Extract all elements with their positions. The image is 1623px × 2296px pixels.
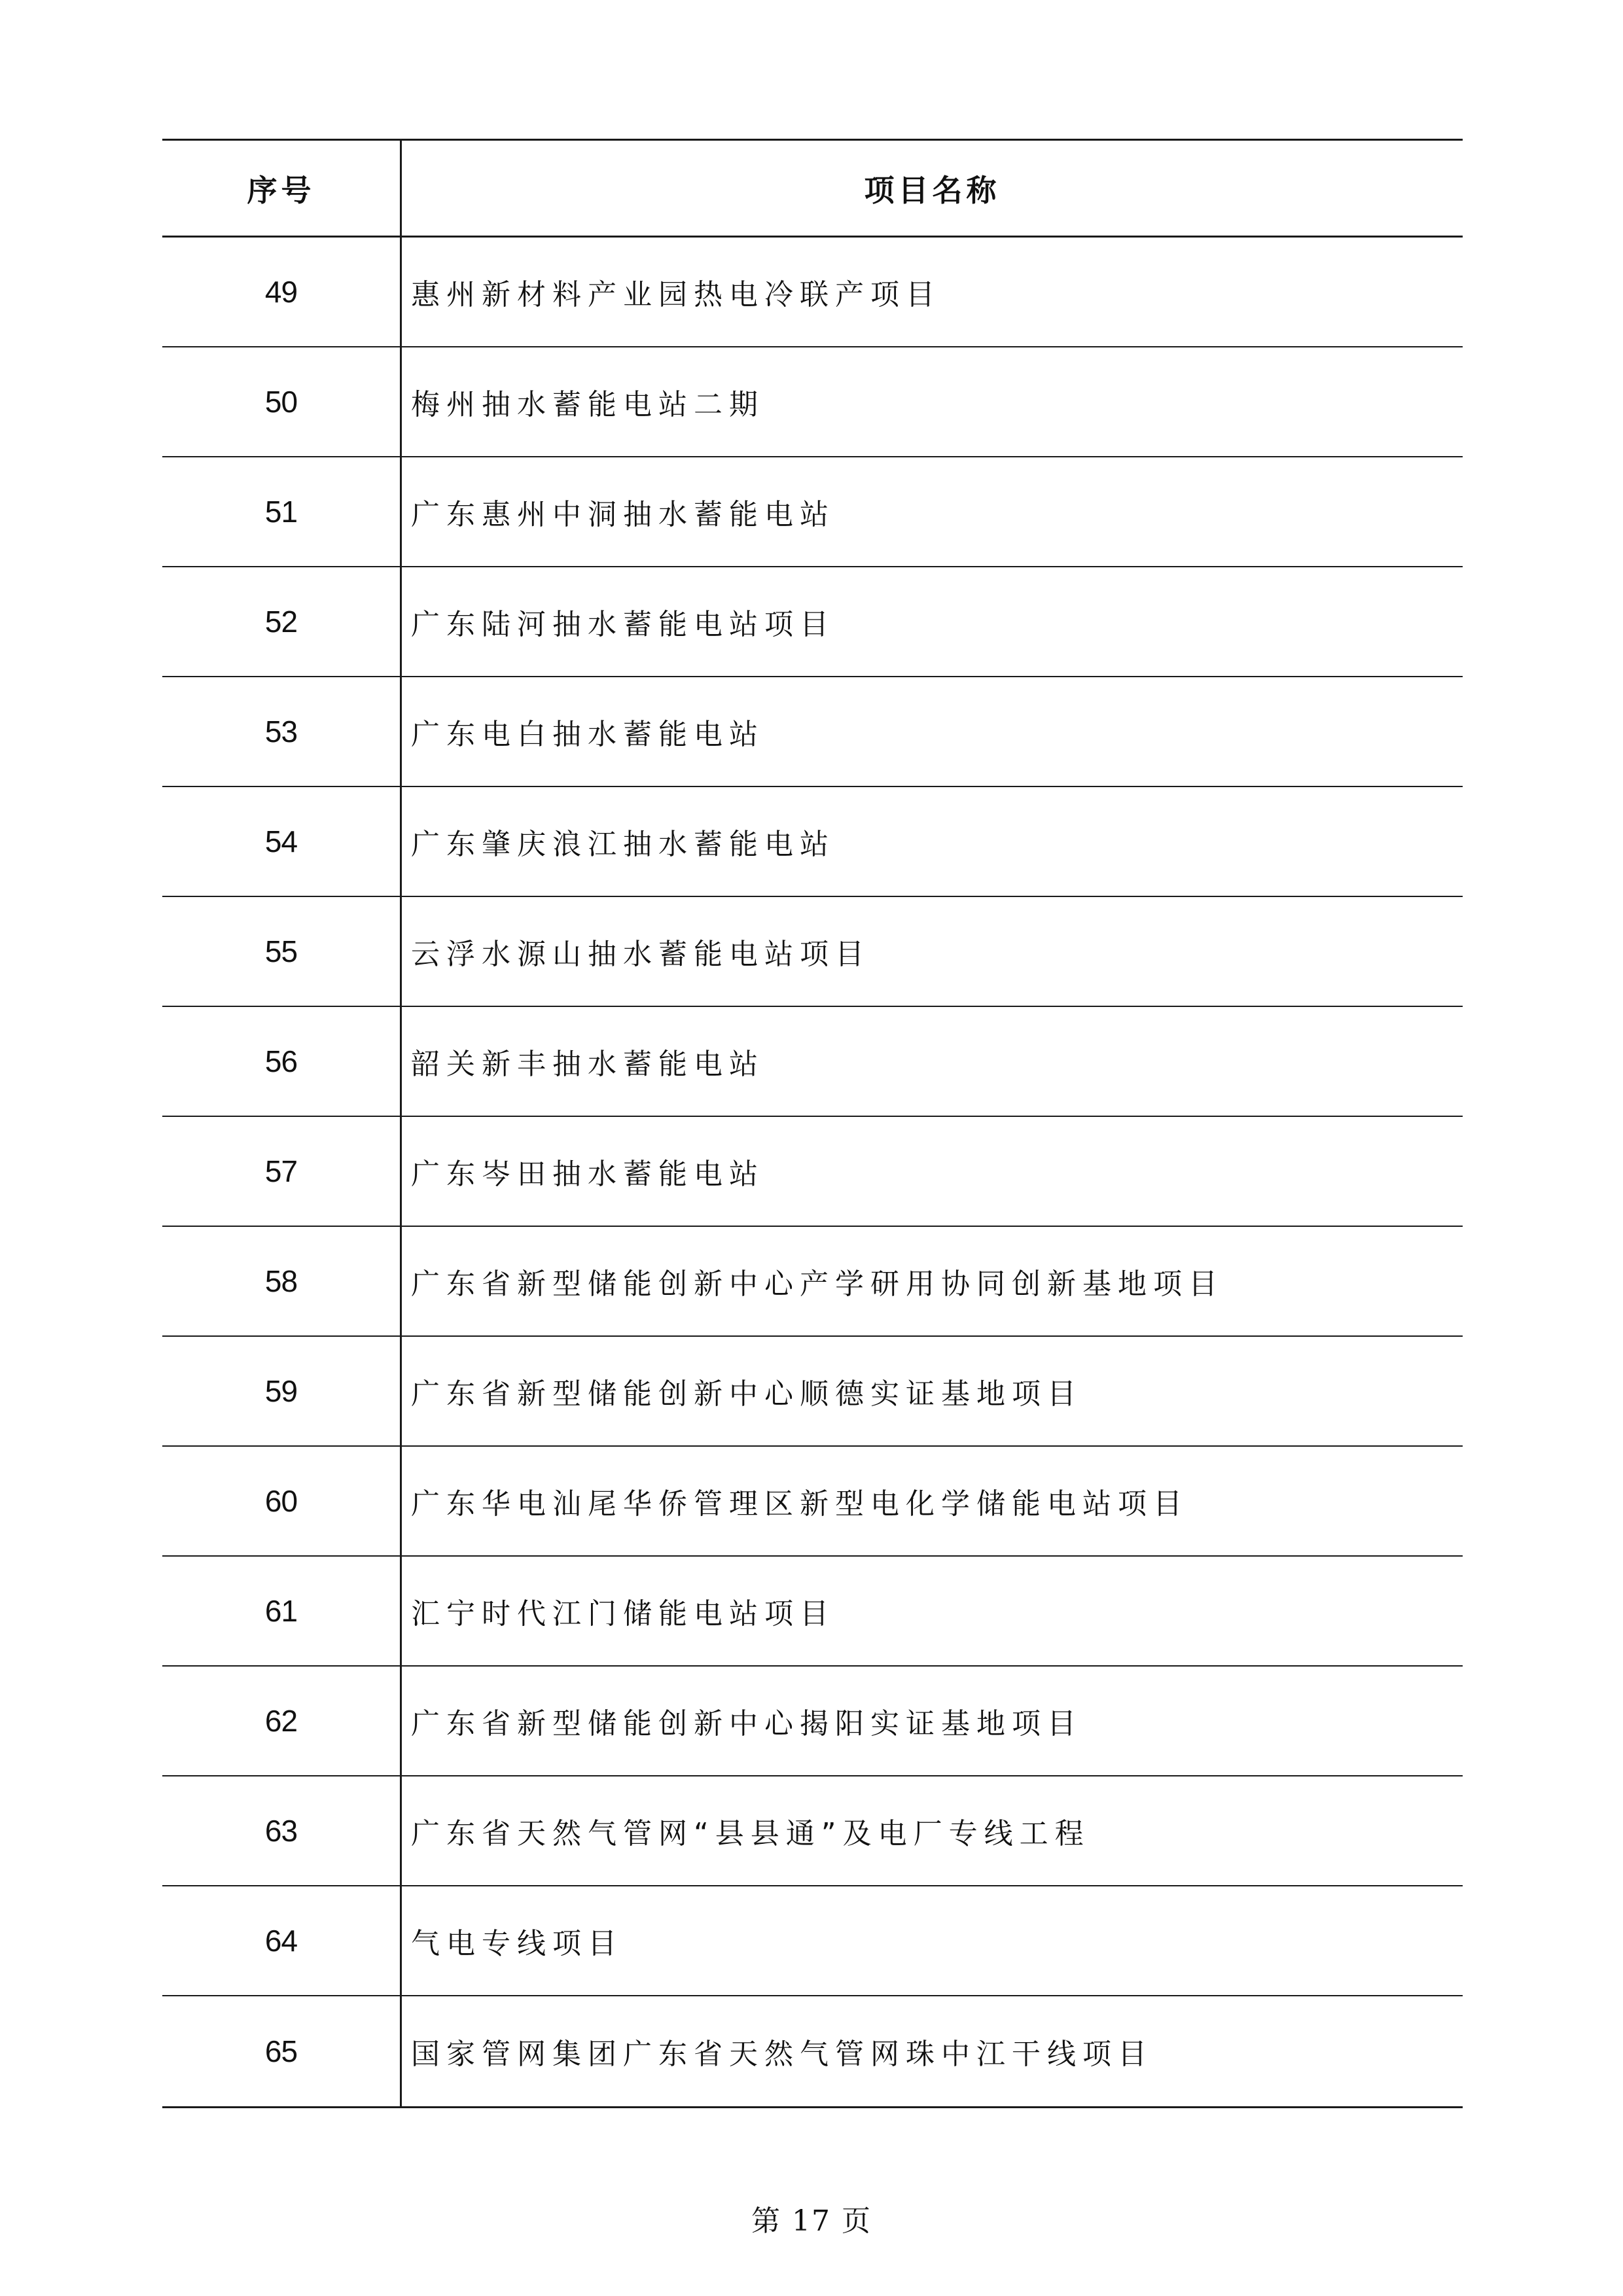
table-row	[162, 897, 1463, 1007]
project-name-cell: 韶关新丰抽水蓄能电站	[411, 1048, 764, 1081]
table-body	[162, 238, 1463, 2106]
project-name-cell: 气电专线项目	[411, 1927, 623, 1960]
table-row	[162, 1447, 1463, 1557]
table-row	[162, 347, 1463, 457]
serial-number-cell: 61	[162, 1557, 402, 1665]
serial-number-cell: 52	[162, 567, 402, 676]
serial-number-cell: 62	[162, 1667, 402, 1775]
table-row	[162, 1557, 1463, 1667]
table-row	[162, 1227, 1463, 1337]
serial-number-cell: 58	[162, 1227, 402, 1335]
project-name-cell: 惠州新材料产业园热电冷联产项目	[411, 278, 941, 311]
table-row	[162, 1337, 1463, 1447]
project-name-cell: 云浮水源山抽水蓄能电站项目	[411, 938, 870, 971]
table-row	[162, 1996, 1463, 2106]
project-name-cell: 梅州抽水蓄能电站二期	[411, 388, 764, 421]
project-name-cell: 国家管网集团广东省天然气管网珠中江干线项目	[411, 2038, 1153, 2071]
serial-number-cell: 55	[162, 897, 402, 1006]
project-name-cell: 广东惠州中洞抽水蓄能电站	[411, 498, 835, 531]
header-project-name: 项目名称	[864, 172, 1001, 208]
table-row	[162, 1667, 1463, 1776]
project-name-cell: 广东岑田抽水蓄能电站	[411, 1157, 764, 1191]
table-row	[162, 677, 1463, 787]
serial-number-cell: 60	[162, 1447, 402, 1555]
page-number: 第 17 页	[751, 2204, 872, 2238]
table-row	[162, 1886, 1463, 1996]
table-row	[162, 567, 1463, 677]
project-name-cell: 广东省新型储能创新中心产学研用协同创新基地项目	[411, 1267, 1224, 1301]
header-serial-number: 序号	[162, 141, 402, 236]
project-name-cell: 汇宁时代江门储能电站项目	[411, 1597, 835, 1631]
serial-number-cell: 64	[162, 1886, 402, 1995]
project-name-cell: 广东陆河抽水蓄能电站项目	[411, 608, 835, 641]
serial-number-cell: 59	[162, 1337, 402, 1445]
project-name-cell: 广东省新型储能创新中心顺德实证基地项目	[411, 1377, 1082, 1411]
serial-number-cell: 57	[162, 1117, 402, 1226]
table-header-row	[162, 141, 1463, 238]
serial-number-cell: 63	[162, 1776, 402, 1885]
table-row	[162, 457, 1463, 567]
project-name-cell: 广东省新型储能创新中心揭阳实证基地项目	[411, 1707, 1082, 1740]
project-table	[162, 139, 1463, 2108]
serial-number-cell: 49	[162, 238, 402, 346]
project-name-cell: 广东省天然气管网“县县通”及电厂专线工程	[411, 1817, 1090, 1850]
table-row	[162, 1776, 1463, 1886]
serial-number-cell: 54	[162, 787, 402, 896]
serial-number-cell: 50	[162, 347, 402, 456]
project-name-cell: 广东肇庆浪江抽水蓄能电站	[411, 828, 835, 861]
table-row	[162, 1117, 1463, 1227]
serial-number-cell: 53	[162, 677, 402, 786]
project-name-cell: 广东华电汕尾华侨管理区新型电化学储能电站项目	[411, 1487, 1188, 1521]
project-name-cell: 广东电白抽水蓄能电站	[411, 718, 764, 751]
serial-number-cell: 51	[162, 457, 402, 566]
serial-number-cell: 65	[162, 1996, 402, 2106]
table-row	[162, 787, 1463, 897]
table-row	[162, 238, 1463, 347]
table-row	[162, 1007, 1463, 1117]
serial-number-cell: 56	[162, 1007, 402, 1116]
